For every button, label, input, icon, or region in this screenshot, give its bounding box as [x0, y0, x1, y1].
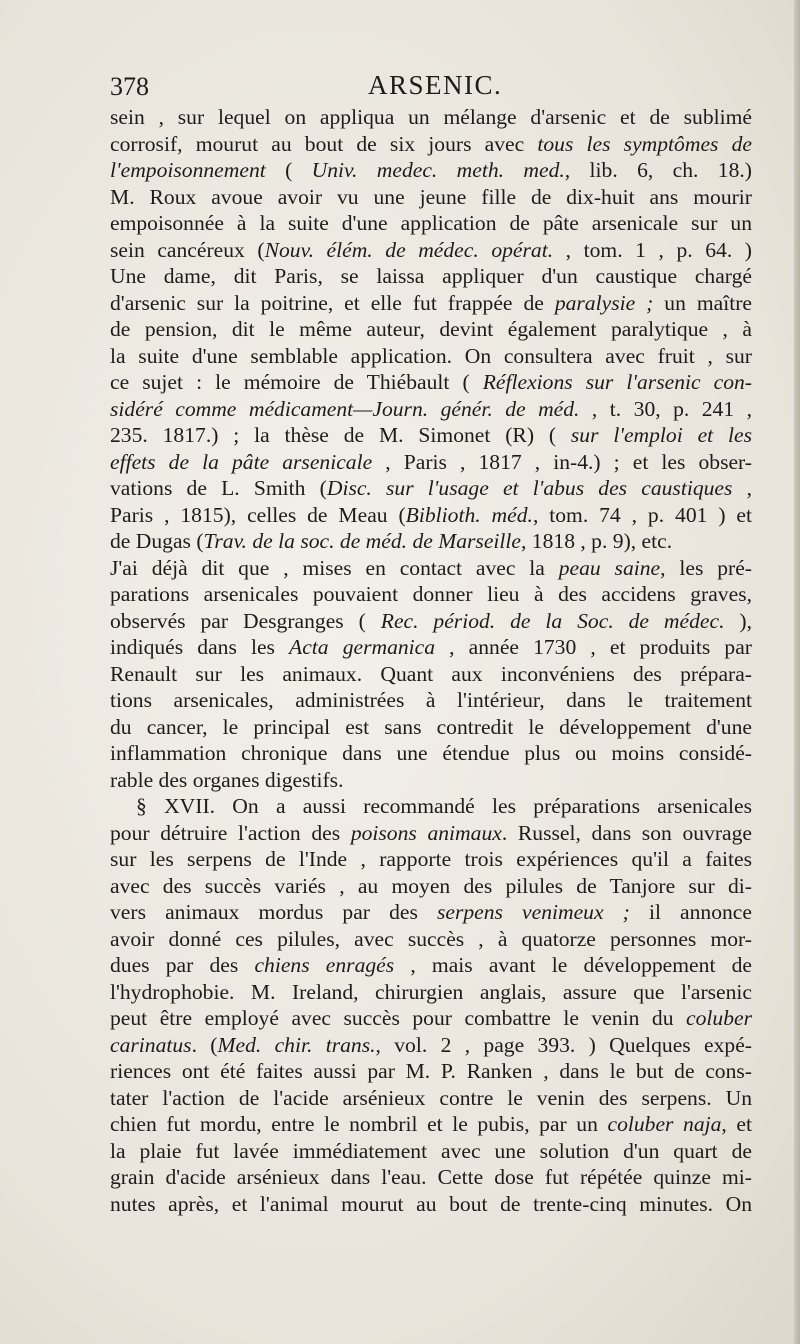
text-line — [110, 210, 752, 237]
text-segment: parations arsenicales pouvaient donner lieu à des accidens graves, — [110, 582, 752, 606]
text-segment: chien fut mordu, entre le nombril et le pubis, par un — [110, 1112, 608, 1136]
text-segment: , 1818 , p. 9), etc. — [521, 529, 673, 553]
text-segment: 235. 1817.) ; la thèse de M. Simonet (R) ( — [110, 423, 571, 447]
text-segment: , mais avant le développement de — [394, 953, 752, 977]
text-segment: d'arsenic sur la poitrine, et elle fut frappée de — [110, 290, 555, 315]
text-line — [110, 475, 752, 502]
body-text — [110, 104, 752, 1217]
text-segment: tions arsenicales, administrées à l'intérieur, dans le traitement — [110, 688, 752, 712]
text-segment: peut être employé avec succès pour combattre le venin du — [110, 1006, 687, 1030]
text-segment: grain d'acide arsénieux dans l'eau. Cette dose fut répétée quinze mi- — [110, 1165, 752, 1189]
text-segment: , Paris , 1817 , in-4.) ; et les obser- — [372, 449, 753, 474]
text-segment: riences ont été faites aussi par M. P. Ranken , dans le but de cons- — [110, 1059, 752, 1083]
text-line — [110, 263, 752, 290]
italic-text: effets de la pâte arsenicale — [110, 449, 373, 474]
text-segment: , tom. 1 , p. 64. ) — [553, 237, 752, 262]
text-line — [110, 820, 752, 847]
italic-text: Réflexions sur l'arsenic con- — [482, 370, 753, 394]
text-line — [110, 793, 752, 820]
text-segment: M. Roux avoue avoir vu une jeune fille de dix-huit ans mourir — [110, 184, 752, 209]
italic-text: Disc. sur l'usage et l'abus des caustiques — [326, 476, 733, 500]
page-edge-shadow — [794, 0, 800, 1344]
text-line — [110, 1085, 752, 1112]
text-segment: nutes après, et l'animal mourut au bout de trente-cinq minutes. On — [110, 1191, 752, 1216]
text-segment: un maître — [653, 290, 752, 315]
italic-text: Trav. de la soc. de méd. de Marseille — [203, 529, 521, 553]
text-segment: ce sujet : le mémoire de Thiébault ( — [110, 370, 483, 394]
text-segment: empoisonnée à la suite d'une application de pâte arsenicale sur un — [110, 211, 752, 235]
text-segment: corrosif, mourut au bout de six jours avec — [110, 131, 538, 156]
text-segment: l'hydrophobie. M. Ireland, chirurgien anglais, assure que l'arsenic — [110, 979, 752, 1004]
text-line — [110, 1005, 752, 1032]
text-line — [110, 369, 752, 396]
text-segment: pour détruire l'action des — [110, 820, 351, 845]
text-segment: § XVII. On a aussi recommandé les préparations arsenicales — [136, 794, 752, 818]
text-segment: indiqués dans les — [110, 635, 290, 659]
text-segment: , les pré- — [660, 555, 752, 580]
text-line — [110, 449, 752, 476]
text-segment: la plaie fut lavée immédiatement avec une solution d'un quart de — [110, 1138, 752, 1163]
text-segment: , année 1730 , et produits par — [435, 635, 752, 659]
text-line — [110, 555, 752, 582]
text-segment: tater l'action de l'acide arsénieux contre le venin des serpens. Un — [110, 1085, 752, 1110]
text-segment: , — [732, 476, 752, 500]
text-line — [110, 714, 752, 741]
italic-text: carinatus — [110, 1032, 192, 1057]
italic-text: coluber naja — [607, 1112, 722, 1136]
text-line — [110, 899, 752, 926]
text-line — [110, 316, 752, 343]
italic-text: Nouv. élém. de médec. opérat. — [264, 237, 554, 262]
text-line — [110, 1032, 752, 1059]
text-segment: Paris , 1815), celles de Meau ( — [110, 502, 406, 527]
italic-text: Univ. medec. meth. med. — [311, 158, 565, 182]
text-line — [110, 740, 752, 767]
text-line — [110, 952, 752, 979]
text-line — [110, 157, 752, 184]
page-number: 378 — [110, 72, 149, 101]
text-segment: , tom. 74 , p. 401 ) et — [532, 502, 752, 527]
text-segment: , et — [721, 1112, 752, 1136]
italic-text: l'empoisonnement — [110, 158, 266, 182]
text-segment: ), — [724, 608, 752, 633]
text-line — [110, 1058, 752, 1085]
text-segment: . ( — [191, 1032, 218, 1057]
italic-text: Biblioth. méd. — [405, 502, 533, 527]
italic-text: poisons animaux — [350, 820, 502, 845]
italic-text: paralysie ; — [554, 290, 654, 315]
italic-text: serpens venimeux ; — [436, 900, 630, 924]
text-segment: il annonce — [629, 900, 752, 924]
text-segment: . Russel, dans son ouvrage — [501, 820, 752, 845]
text-segment: vations de L. Smith ( — [110, 476, 327, 500]
text-line — [110, 422, 752, 449]
italic-text: sur l'emploi et les — [570, 423, 752, 447]
text-segment: dues par des — [110, 953, 255, 977]
text-line — [110, 184, 752, 211]
text-segment: de pension, dit le même auteur, devint également paralytique , à — [110, 317, 752, 341]
italic-text: coluber — [686, 1006, 752, 1030]
text-line — [110, 661, 752, 688]
running-title: ARSENIC. — [368, 70, 503, 100]
text-line — [110, 846, 752, 873]
text-segment: sein , sur lequel on appliqua un mélange d'arsenic et de sublimé — [110, 105, 752, 129]
text-line — [110, 104, 752, 131]
text-segment: Renault sur les animaux. Quant aux inconvéniens des prépara- — [110, 661, 752, 686]
text-segment: ( — [265, 158, 312, 182]
text-line — [110, 290, 752, 317]
text-line — [110, 237, 752, 264]
text-line — [110, 1191, 752, 1218]
text-line — [110, 634, 752, 661]
text-segment: sein cancéreux ( — [110, 237, 265, 262]
text-segment: sur les serpens de l'Inde , rapporte trois expériences qu'il a faites — [110, 847, 752, 871]
text-line — [110, 1164, 752, 1191]
text-segment: , t. 30, p. 241 , — [579, 396, 752, 421]
text-line — [110, 1111, 752, 1138]
italic-text: Med. chir. trans. — [217, 1032, 376, 1057]
page-header — [110, 66, 750, 106]
text-segment: , lib. 6, ch. 18.) — [564, 158, 752, 182]
italic-text: sidéré comme médicament—Journ. génér. de méd. — [110, 396, 580, 421]
text-segment: Une dame, dit Paris, se laissa appliquer d'un caustique chargé — [110, 264, 752, 288]
text-line — [110, 926, 752, 953]
text-segment: J'ai déjà dit que , mises en contact avec la — [110, 555, 559, 580]
italic-text: chiens enragés — [254, 953, 395, 977]
text-line — [110, 528, 752, 555]
text-line — [110, 873, 752, 900]
text-line — [110, 131, 752, 158]
text-segment: observés par Desgranges ( — [110, 608, 381, 633]
text-segment: avec des succès variés , au moyen des pilules de Tanjore sur di- — [110, 873, 752, 898]
text-line — [110, 767, 752, 794]
text-segment: de Dugas ( — [110, 529, 204, 553]
text-segment: la suite d'une semblable application. On consultera avec fruit , sur — [110, 343, 752, 368]
text-line — [110, 979, 752, 1006]
text-segment: avoir donné ces pilules, avec succès , à quatorze personnes mor- — [110, 926, 752, 951]
italic-text: Rec. périod. de la Soc. de médec. — [380, 608, 725, 633]
text-segment: vers animaux mordus par des — [110, 900, 437, 924]
italic-text: tous les symptômes de — [537, 131, 752, 156]
text-segment: du cancer, le principal est sans contredit le développement d'une — [110, 714, 752, 739]
text-line — [110, 396, 752, 423]
italic-text: Acta germanica — [289, 635, 436, 659]
text-line — [110, 608, 752, 635]
italic-text: peau saine — [558, 555, 661, 580]
text-line — [110, 1138, 752, 1165]
text-line — [110, 343, 752, 370]
text-segment: rable des organes digestifs. — [110, 767, 344, 792]
text-line — [110, 502, 752, 529]
text-line — [110, 581, 752, 608]
text-segment: inflammation chronique dans une étendue plus ou moins considé- — [110, 741, 752, 765]
text-line — [110, 687, 752, 714]
text-segment: , vol. 2 , page 393. ) Quelques expé- — [375, 1032, 752, 1057]
